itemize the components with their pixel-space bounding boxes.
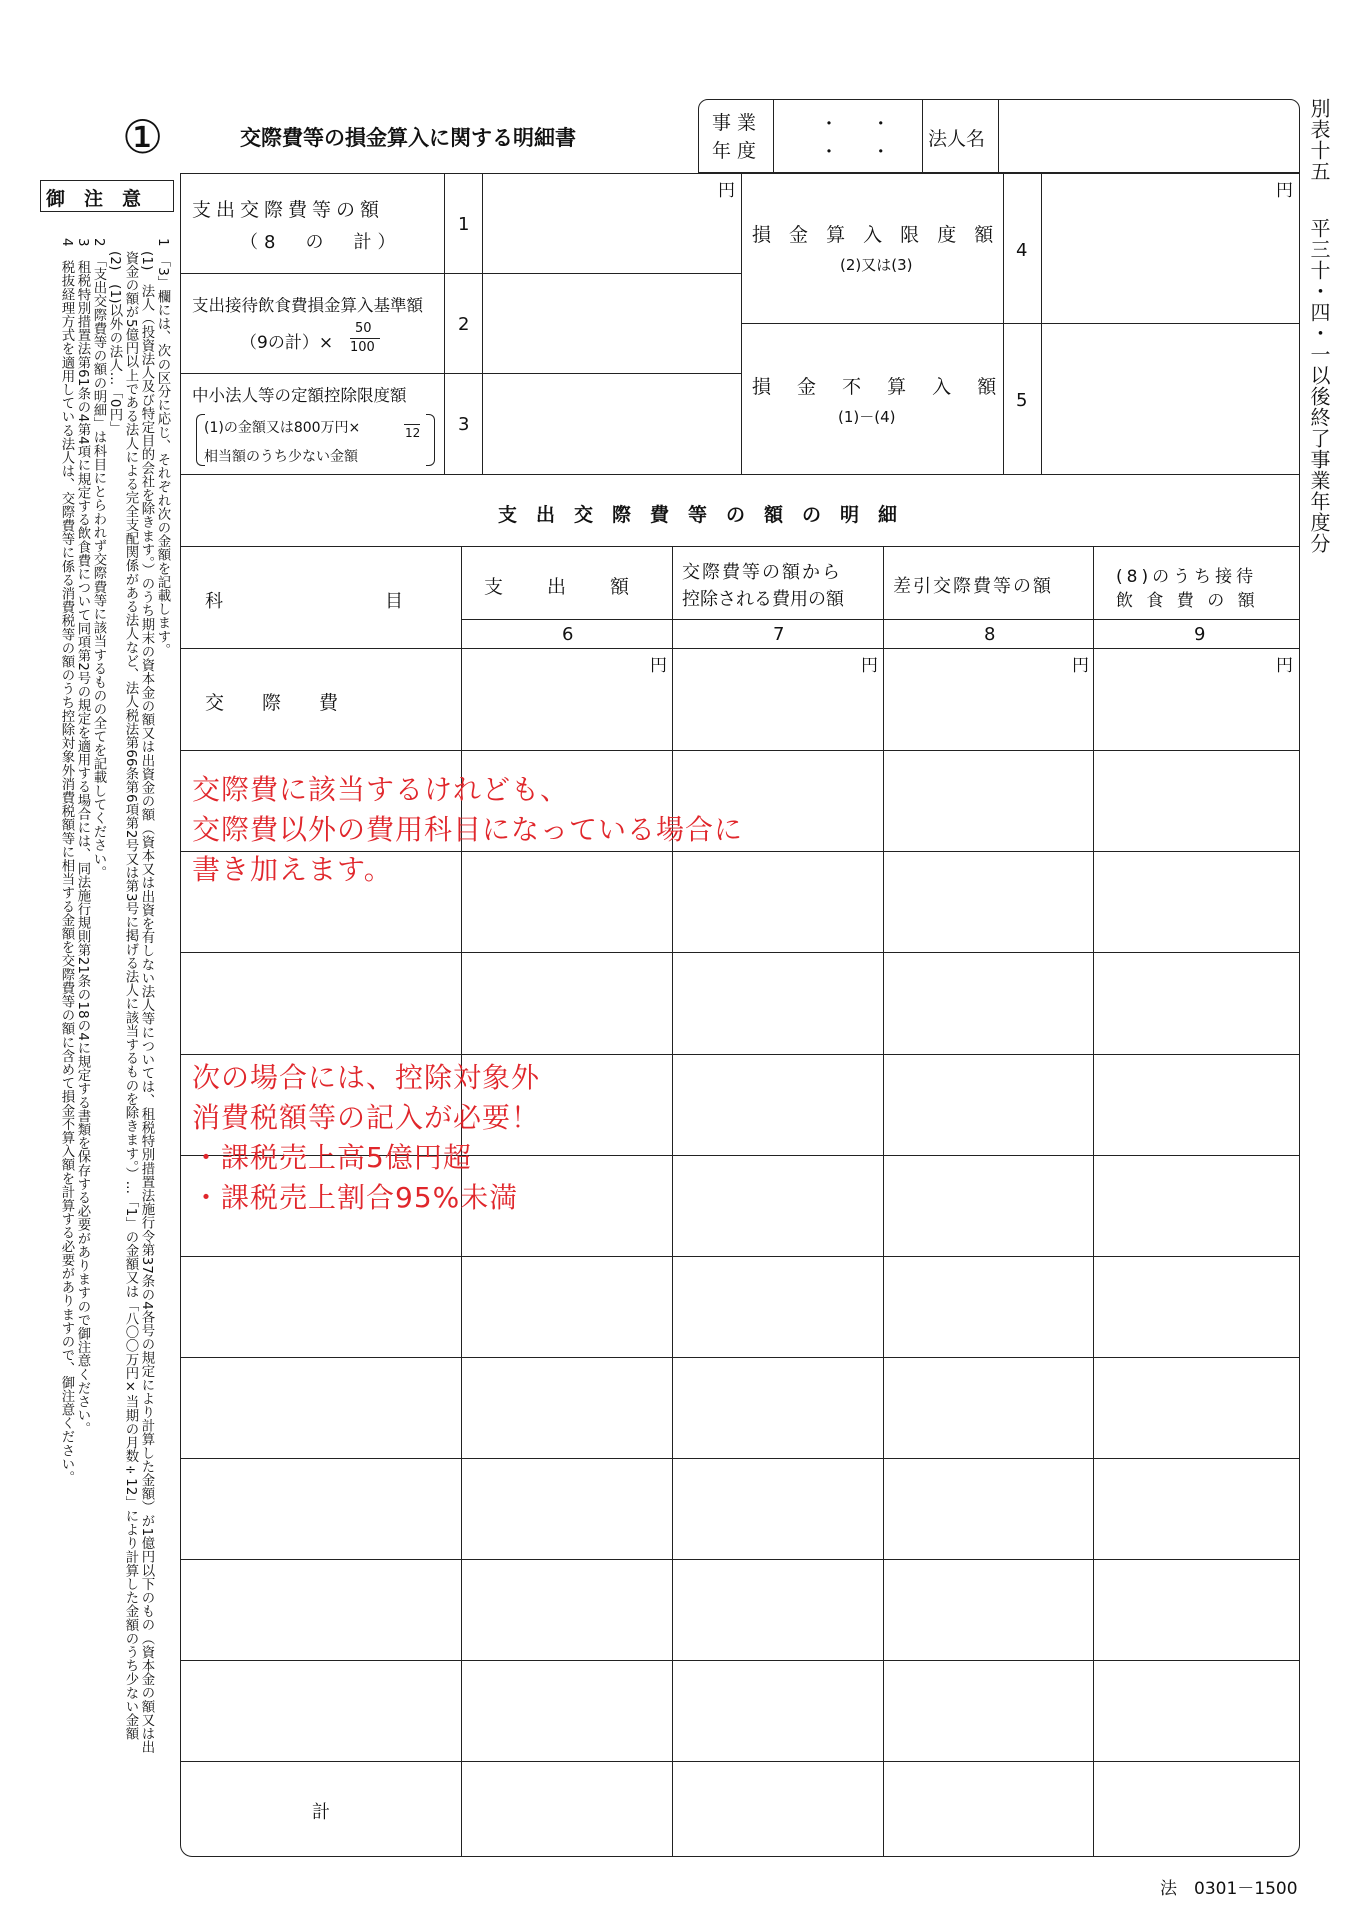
- col6-number: 6: [562, 624, 574, 645]
- annotation-note-1-line-3: 書き加えます。: [192, 853, 393, 886]
- row3-sub2: 相当額のうち少ない金額: [204, 449, 358, 465]
- col7-header-2: 控除される費用の額: [682, 589, 844, 610]
- notice-item-1-2: (2) (1)以外の法人…「0円」: [107, 251, 122, 436]
- row2-number: 2: [458, 314, 470, 335]
- row4-yen: 円: [1276, 181, 1293, 201]
- col8-header: 差引交際費等の額: [893, 576, 1053, 597]
- col8-yen: 円: [1072, 656, 1089, 676]
- page-title: 交際費等の損金算入に関する明細書: [240, 126, 576, 150]
- row2-sub: （9の計）×: [240, 333, 334, 353]
- col9-number: 9: [1194, 624, 1206, 645]
- row2-label: 支出接待飲食費損金算入基準額: [192, 296, 423, 315]
- detail-section-title: 支 出 交 際 費 等 の 額 の 明 細: [498, 504, 898, 526]
- row1-amount-field[interactable]: [484, 196, 739, 271]
- period-label: 平三十・四・一以後終了事業年度分: [1307, 218, 1331, 554]
- col6-yen: 円: [650, 656, 667, 676]
- row2-amount-field[interactable]: [484, 275, 739, 371]
- row4-number: 4: [1016, 240, 1028, 261]
- notice-item-2: 2 「支出交際費等の額の明細」は科目にとらわれず交際費等に該当するものの全てを記載してください。: [91, 238, 106, 880]
- row3-number: 3: [458, 414, 470, 435]
- notice-item-4: 4 税抜経理方式を適用している法人は、交際費等に係る消費税等の額のうち控除対象外消費税額等に相当する金額を交際費等の額に含めて損金不算入額を計算する必要がありますので、御注意ください。: [59, 238, 74, 1485]
- row2-frac-den: 100: [350, 340, 375, 355]
- row4-sub: (2)又は(3): [840, 256, 913, 274]
- col7-header-1: 交際費等の額から: [682, 562, 842, 583]
- row5-number: 5: [1016, 390, 1028, 411]
- row4-label: 損 金 算 入 限 度 額: [752, 224, 1000, 246]
- col7-number: 7: [773, 624, 785, 645]
- total-label: 計: [312, 1802, 330, 1823]
- corp-name-label: 法人名: [928, 128, 986, 150]
- row3-label: 中小法人等の定額控除限度額: [192, 386, 407, 405]
- business-year-label-2: 年 度: [712, 140, 757, 162]
- notice-heading: 御 注 意: [46, 188, 142, 210]
- row2-frac-num: 50: [355, 321, 372, 336]
- notice-item-1: 1 「3」欄には、次の区分に応じ、それぞれ次の金額を記載します。: [155, 238, 170, 657]
- row1-label: 支出交際費等の額: [192, 199, 385, 221]
- col7-yen: 円: [861, 656, 878, 676]
- col-subject-header: 科 目: [205, 591, 403, 612]
- row5-amount-field[interactable]: [1043, 326, 1298, 472]
- date-to[interactable]: ・ ・: [820, 142, 904, 163]
- annotation-note-1: [192, 770, 743, 890]
- circle-number: ①: [122, 110, 164, 164]
- row3-frac-den: 12: [405, 426, 421, 440]
- row1-sub: （8 の 計）: [240, 232, 402, 253]
- row1-yen: 円: [718, 181, 735, 201]
- annotation-note-2-line-3: ・課税売上高5億円超: [192, 1141, 472, 1174]
- annotation-note-1-line-1: 交際費に該当するけれども、: [192, 773, 570, 806]
- table-id-label: 別表十五: [1307, 98, 1331, 182]
- annotation-note-2-line-2: 消費税額等の記入が必要！: [192, 1101, 541, 1134]
- row3-amount-field[interactable]: [484, 375, 739, 472]
- notice-item-1-1: (1) 法人（投資法人及び特定目的会社を除きます。）のうち期末の資本金の額又は出資金の額（資本又は出資を有しない法人等については、租税特別措置法施行令第37条の4各号の規定により計算した金額）が1億円以下のもの（資本金の額又は出資金の額が5億円以上である法人による完全支配関係がある法人など、法人税法第66条第6項第2号又は第3号に掲げる法人に該当するものを除きます。）…「1」の金額又は「八〇〇万円×当期の月数÷12」により計算した金額のうち少ない金額: [123, 251, 154, 1755]
- row4-amount-field[interactable]: [1043, 196, 1298, 321]
- col9-header-2: 飲 食 費 の 額: [1116, 591, 1259, 611]
- col9-header-1: (8)のうち接待: [1116, 567, 1258, 587]
- col8-number: 8: [984, 624, 996, 645]
- date-from[interactable]: ・ ・: [820, 114, 904, 135]
- row5-sub: (1)－(4): [838, 408, 896, 426]
- corp-name-field[interactable]: [1000, 101, 1298, 171]
- col6-header: 支 出 額: [484, 576, 632, 598]
- row5-label: 損 金 不 算 入 額: [752, 376, 1007, 398]
- col9-yen: 円: [1276, 656, 1293, 676]
- notice-item-3: 3 租税特別措置法第61条の4第4項に規定する飲食費について同項第2号の規定を適用する場合には、同法施行規則第21条の18の4に規定する書類を保存する必要がありますので御注意ください。: [75, 238, 90, 1436]
- annotation-note-1-line-2: 交際費以外の費用科目になっている場合に: [192, 813, 744, 846]
- row1-number: 1: [458, 214, 470, 235]
- row3-sub1: (1)の金額又は800万円×: [204, 420, 361, 436]
- form-code: 法 0301－1500: [1160, 1879, 1298, 1899]
- business-year-label-1: 事 業: [712, 112, 757, 134]
- notice-body: [30, 238, 170, 1758]
- first-row-subject: 交 際 費: [205, 692, 339, 714]
- annotation-note-2-line-1: 次の場合には、控除対象外: [192, 1061, 541, 1094]
- annotation-note-2: [192, 1058, 540, 1218]
- annotation-note-2-line-4: ・課税売上割合95%未満: [192, 1181, 519, 1214]
